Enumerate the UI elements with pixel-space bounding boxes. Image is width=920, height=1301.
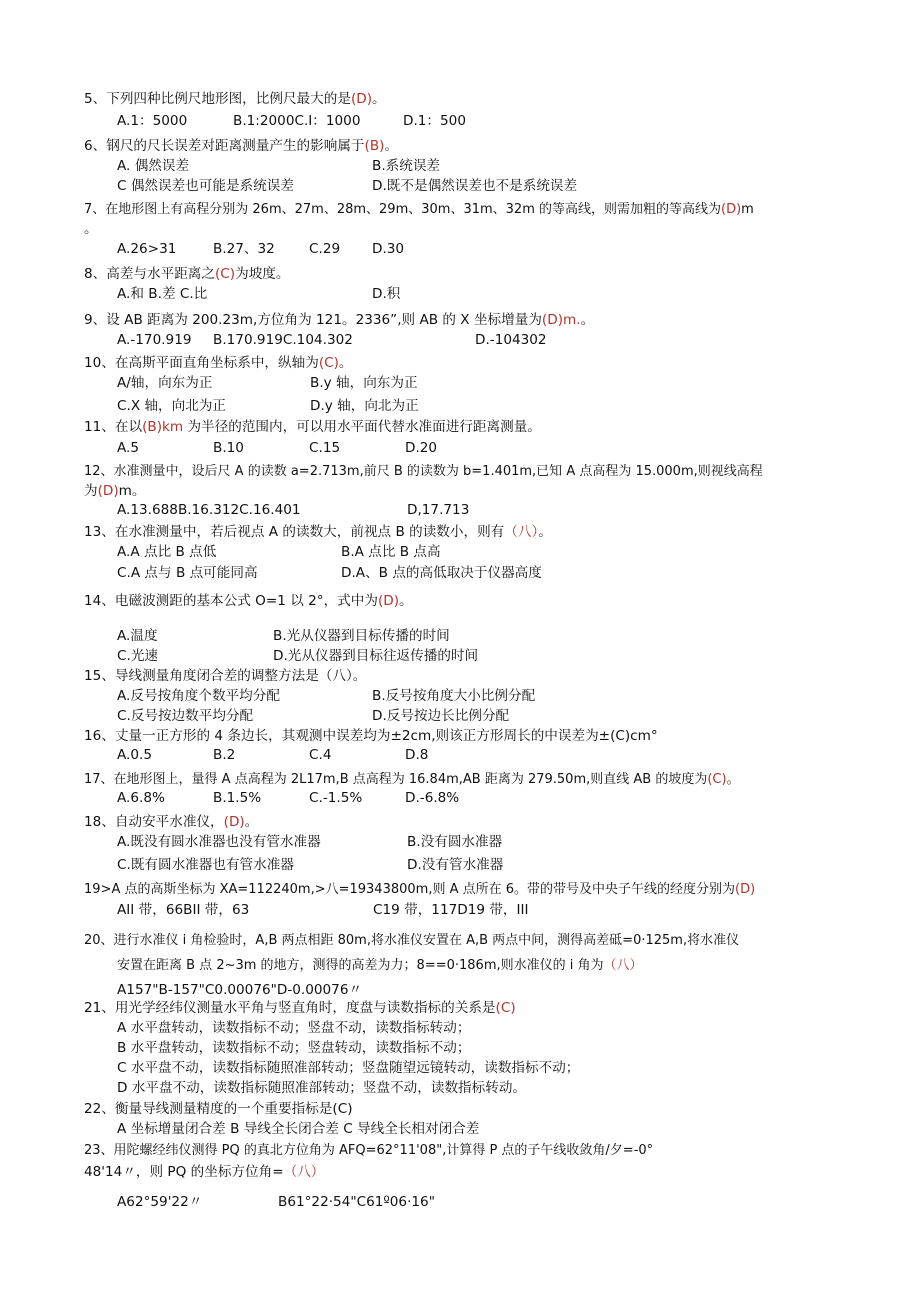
answer-mark: (C)	[215, 266, 236, 282]
answer-mark: (D)	[223, 814, 245, 830]
option: A.温度	[117, 628, 158, 644]
answer-mark: (C)	[318, 355, 339, 371]
answer-mark: （八）	[603, 958, 643, 973]
question-5-options	[117, 112, 466, 131]
question-7-stem: 7、在地形图上有高程分别为 26m、27m、28m、29m、30m、31m、32m 的等高线，则需加粗的等高线为(D)m	[84, 202, 754, 217]
answer-mark: (B)	[364, 138, 385, 154]
question-14-options	[117, 647, 478, 666]
option: C.29	[309, 241, 341, 257]
option: D.-104302	[475, 332, 547, 348]
option: B.170.919C.104.302	[213, 332, 353, 348]
option: A.既没有圆水准器也没有管水准器	[117, 834, 321, 850]
option: A.和 B.差 C.比	[117, 286, 208, 302]
option: C.A 点与 B 点可能同高	[117, 565, 258, 581]
option: C.-1.5%	[309, 790, 363, 806]
option: B.y 轴，向东为正	[310, 375, 418, 391]
question-10-options	[117, 374, 418, 393]
answer-mark: (D)	[97, 483, 119, 499]
question-21-option: D 水平盘不动，读数指标随照准部转动；竖盘不动，读数指标转动。	[117, 1080, 527, 1096]
option: A.6.8%	[117, 790, 165, 806]
answer-mark: (D)	[721, 202, 742, 217]
question-15-stem: 15、导线测量角度闭合差的调整方法是（八）。	[84, 668, 367, 684]
answer-mark: (C)	[495, 1000, 516, 1016]
question-7-options	[117, 240, 404, 259]
option: D.既不是偶然误差也不是系统误差	[372, 178, 578, 194]
question-6-options	[117, 157, 440, 176]
option: B.27、32	[213, 241, 275, 257]
option: A.5	[117, 440, 140, 456]
option: AII 带，66BII 带，63	[117, 902, 250, 918]
question-21-option: A 水平盘转动，读数指标不动；竖盘不动，读数指标转动；	[117, 1020, 471, 1036]
question-13-options	[117, 543, 441, 562]
question-18-stem: 18、自动安平水准仪，(D)。	[84, 814, 259, 830]
option: D.8	[405, 747, 429, 763]
question-19-stem: 19>A 点的高斯坐标为 XA=112240m,>八=19343800m,则 A 点所在 6。带的带号及中央子午线的经度分别为(D)	[84, 882, 756, 897]
question-16-stem: 16、丈量一正方形的 4 条边长，其观测中误差均为±2cm,则该正方形周长的中误差为±(C)cm°	[84, 728, 658, 744]
question-21-stem: 21、用光学经纬仪测量水平角与竖直角时，度盘与读数指标的关系是(C)	[84, 1000, 516, 1016]
option: D.30	[372, 241, 405, 257]
option: D.20	[405, 440, 438, 456]
option: A.反号按角度个数平均分配	[117, 688, 280, 704]
option: B.没有圆水准器	[407, 834, 503, 850]
question-11-stem: 11、在以(B)km 为半径的范围内，可以用水平面代替水准面进行距离测量。	[84, 419, 541, 435]
answer-mark: （八）	[283, 1164, 325, 1180]
answer-mark: (D)	[377, 593, 400, 609]
option: D.反号按边长比例分配	[372, 708, 510, 724]
option: D.积	[372, 286, 401, 302]
option: C.4	[309, 747, 332, 763]
option: C.既有圆水准器也有管水准器	[117, 857, 294, 873]
option: B61°22·54"C61º06·16"	[278, 1194, 435, 1210]
question-12-continuation: 为(D)m。	[84, 483, 146, 499]
option: D.1：500	[403, 113, 466, 129]
option: C 偶然误差也可能是系统误差	[117, 178, 294, 194]
question-8-options	[117, 285, 400, 304]
option: B.A 点比 B 点高	[341, 544, 441, 560]
option: C.X 轴，向北为正	[117, 398, 227, 414]
option: A.13.688B.16.312C.16.401	[117, 502, 301, 518]
option: B.10	[213, 440, 244, 456]
question-8-stem: 8、高差与水平距离之(C)为坡度。	[84, 266, 290, 282]
option: C.光速	[117, 648, 159, 664]
option: A157"B-157"C0.00076"D-0.00076〃	[117, 982, 363, 998]
question-7-continuation: 。	[84, 221, 98, 237]
option: B.1:2000C.I：1000	[233, 113, 361, 129]
question-15-options	[117, 707, 509, 726]
question-15-options	[117, 687, 535, 706]
option: A/轴，向东为正	[117, 375, 213, 391]
question-17-options	[117, 789, 459, 808]
answer-mark: (B)km	[142, 419, 184, 435]
question-10-options	[117, 397, 419, 416]
option: D.A、B 点的高低取决于仪器高度	[341, 565, 542, 581]
question-13-options	[117, 564, 542, 583]
question-22-option: A 坐标增量闭合差 B 导线全长闭合差 C 导线全长相对闭合差	[117, 1121, 480, 1137]
question-20-stem: 20、进行水准仪 i 角检验时，A,B 两点相距 80m,将水准仪安置在 A,B 两点中间，测得高差砥=0·125m,将水准仪	[84, 933, 740, 948]
option: B.2	[213, 747, 236, 763]
question-9-stem: 9、设 AB 距离为 200.23m,方位角为 121。2336”,则 AB 的 X 坐标增量为(D)m.。	[84, 312, 595, 328]
question-13-stem: 13、在水准测量中，若后视点 A 的读数大，前视点 B 的读数小，则有（八）。	[84, 524, 552, 540]
question-23-options	[117, 1193, 435, 1212]
option: A.0.5	[117, 747, 152, 763]
option: A. 偶然误差	[117, 158, 190, 174]
option: D.y 轴，向北为正	[310, 398, 419, 414]
question-19-options	[117, 901, 529, 920]
question-6-stem: 6、钢尺的尺长误差对距离测量产生的影响属于(B)。	[84, 138, 399, 154]
answer-mark: (D)	[735, 882, 756, 897]
question-21-option: C 水平盘不动，读数指标随照准部转动；竖盘随望远镜转动，读数指标不动；	[117, 1060, 580, 1076]
question-23-continuation: 48'14〃，则 PQ 的坐标方位角=（八）	[84, 1164, 325, 1180]
option: C.15	[309, 440, 341, 456]
question-14-options	[117, 627, 450, 646]
option: B.1.5%	[213, 790, 262, 806]
option: A62°59'22〃	[117, 1194, 203, 1210]
option: C19 带，117D19 带，III	[373, 902, 529, 918]
answer-mark: (C)	[707, 772, 727, 787]
question-21-option: B 水平盘转动，读数指标不动；竖盘转动，读数指标不动；	[117, 1040, 471, 1056]
answer-mark: （八）	[504, 524, 539, 540]
question-5-stem: 5、下列四种比例尺地形图，比例尺最大的是(D)。	[84, 91, 386, 107]
question-14-stem: 14、电磁波测距的基本公式 O=1 以 2°，式中为(D)。	[84, 593, 413, 609]
question-22-stem: 22、衡量导线测量精度的一个重要指标是(C)	[84, 1101, 353, 1117]
option: B.光从仪器到目标传播的时间	[273, 628, 450, 644]
option: A.1：5000	[117, 113, 188, 129]
question-23-stem: 23、用陀螺经纬仪测得 PQ 的真北方位角为 AFQ=62°11'08",计算得 P 点的子午线收敛角/夕=-0°	[84, 1143, 654, 1158]
answer-mark: (D)m.	[541, 312, 581, 328]
question-9-options	[117, 331, 547, 350]
question-18-options	[117, 856, 503, 875]
option: C.反号按边数平均分配	[117, 708, 254, 724]
question-17-stem: 17、在地形图上，量得 A 点高程为 2L17m,B 点高程为 16.84m,AB 距离为 279.50m,则直线 AB 的坡度为(C)。	[84, 772, 740, 787]
option: D.-6.8%	[405, 790, 460, 806]
question-18-options	[117, 833, 502, 852]
option: A.-170.919	[117, 332, 192, 348]
option: D,17.713	[407, 502, 470, 518]
option: A.A 点比 B 点低	[117, 544, 217, 560]
question-20-continuation: 安置在距离 B 点 2~3m 的地方，测得的高差为力；8==0·186m,则水准仪的 i 角为（八）	[117, 958, 643, 973]
question-12-options	[117, 501, 469, 520]
answer-mark: (D)	[350, 91, 373, 107]
question-16-options	[117, 746, 428, 765]
question-20-options	[117, 981, 362, 1000]
option: B.系统误差	[372, 158, 441, 174]
question-6-options	[117, 177, 577, 196]
question-11-options	[117, 439, 437, 458]
option: A.26>31	[117, 241, 177, 257]
question-10-stem: 10、在高斯平面直角坐标系中，纵轴为(C)。	[84, 355, 353, 371]
option: D.光从仪器到目标往返传播的时间	[273, 648, 479, 664]
option: D.没有管水准器	[407, 857, 504, 873]
option: B.反号按角度大小比例分配	[372, 688, 536, 704]
question-12-stem: 12、水准测量中，设后尺 A 的读数 a=2.713m,前尺 B 的读数为 b=1.401m,已知 A 点高程为 15.000m,则视线高程	[84, 464, 763, 479]
